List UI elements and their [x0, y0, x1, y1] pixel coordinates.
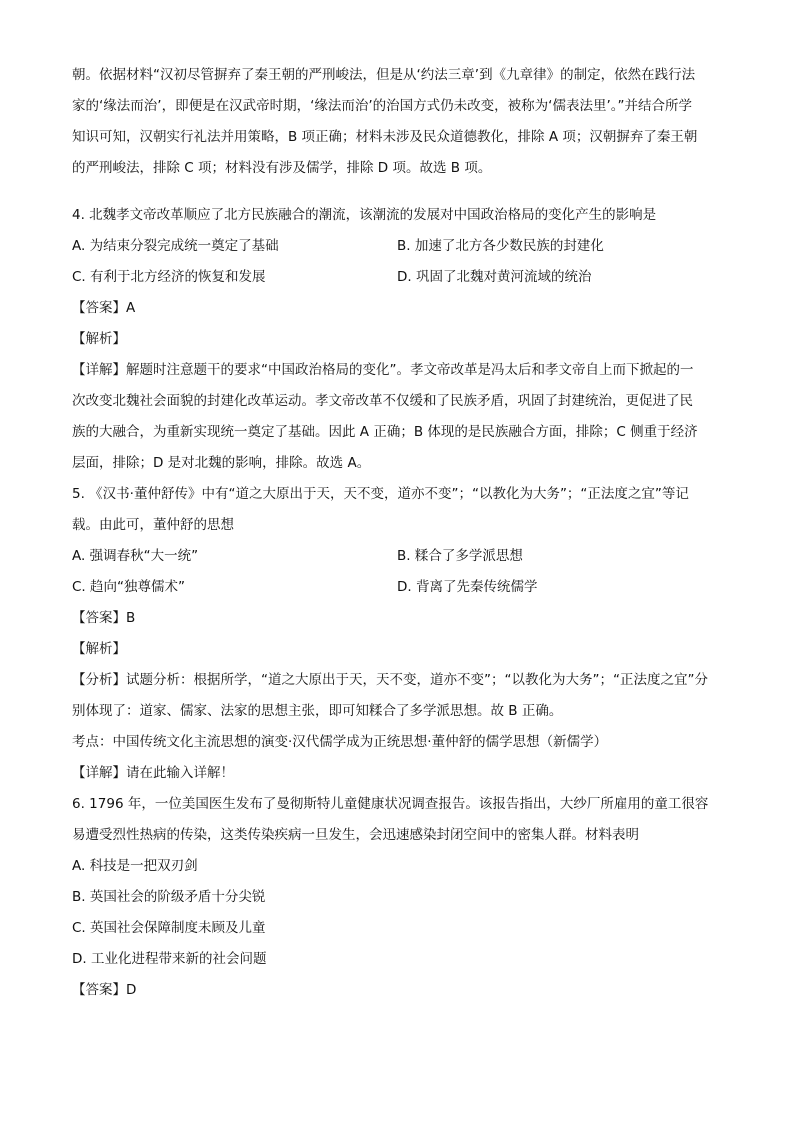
q4-option-b: B. 加速了北方各少数民族的封建化 [397, 238, 604, 254]
q4-analysis-head: 【解析】 [72, 331, 126, 347]
q4-option-a: A. 为结束分裂完成统一奠定了基础 [72, 238, 279, 254]
document-page [72, 60, 722, 1006]
q4-option-d: D. 巩固了北魏对黄河流域的统治 [397, 269, 592, 285]
q4-detail-line-1: 【详解】解题时注意题干的要求“中国政治格局的变化”。孝文帝改革是冯太后和孝文帝自上而下掀起的一 [72, 362, 694, 378]
intro-line-1: 朝。依据材料“汉初尽管摒弃了秦王朝的严刑峻法，但是从‘约法三章’到《九章律》的制定，依然在践行法 [72, 67, 696, 83]
q4-answer: 【答案】A [72, 300, 136, 316]
q6-stem-line-2: 易遭受烈性热病的传染，这类传染疾病一旦发生，会迅速感染封闭空间中的密集人群。材料表明 [72, 827, 639, 843]
q6-answer: 【答案】D [72, 982, 137, 998]
q5-stem-line-2: 载。由此可，董仲舒的思想 [72, 517, 234, 533]
q5-detail: 【详解】请在此输入详解！ [72, 765, 234, 781]
q5-options [72, 541, 722, 603]
intro-line-2: 家的‘缘法而治’，即便是在汉武帝时期，‘缘法而治’的治国方式仍未改变，被称为‘儒表法里’。”并结合所学 [72, 98, 692, 114]
q4-detail-line-4: 层面，排除；D 是对北魏的影响，排除。故选 A。 [72, 455, 371, 471]
q5-kaodian: 考点：中国传统文化主流思想的演变·汉代儒学成为正统思想·董仲舒的儒学思想（新儒学） [72, 734, 608, 750]
q6-option-b: B. 英国社会的阶级矛盾十分尖锐 [72, 889, 266, 905]
q5-option-c: C. 趋向“独尊儒术” [72, 579, 185, 595]
q5-option-a: A. 强调春秋“大一统” [72, 548, 199, 564]
q5-stem-line-1: 5. 《汉书·董仲舒传》中有“道之大原出于天，天不变，道亦不变”；“以教化为大务”；“正法度之宜”等记 [72, 486, 689, 502]
q6-option-c: C. 英国社会保障制度未顾及儿童 [72, 920, 266, 936]
q5-option-b: B. 糅合了多学派思想 [397, 548, 523, 564]
q5-answer: 【答案】B [72, 610, 136, 626]
q5-fenxi-line-2: 别体现了：道家、儒家、法家的思想主张，即可知糅合了多学派思想。故 B 正确。 [72, 703, 563, 719]
q4-options [72, 231, 722, 293]
q5-option-d: D. 背离了先秦传统儒学 [397, 579, 538, 595]
intro-line-4: 的严刑峻法，排除 C 项；材料没有涉及儒学，排除 D 项。故选 B 项。 [72, 160, 492, 176]
q4-detail-line-2: 次改变北魏社会面貌的封建化改革运动。孝文帝改革不仅缓和了民族矛盾，巩固了封建统治，更促进了民 [72, 393, 693, 409]
q5-fenxi-line-1: 【分析】试题分析：根据所学，“道之大原出于天，天不变，道亦不变”；“以教化为大务”；“正法度之宜”分 [72, 672, 708, 688]
q6-option-d: D. 工业化进程带来新的社会问题 [72, 951, 267, 967]
q6-option-a: A. 科技是一把双刃剑 [72, 858, 198, 874]
q4-option-c: C. 有利于北方经济的恢复和发展 [72, 269, 266, 285]
q6-stem-line-1: 6. 1796 年，一位美国医生发布了曼彻斯特儿童健康状况调查报告。该报告指出，大纱厂所雇用的童工很容 [72, 796, 709, 812]
q4-detail-line-3: 族的大融合，为重新实现统一奠定了基础。因此 A 正确；B 体现的是民族融合方面，排除；C 侧重于经济 [72, 424, 698, 440]
q5-analysis-head: 【解析】 [72, 641, 126, 657]
intro-line-3: 知识可知，汉朝实行礼法并用策略，B 项正确；材料未涉及民众道德教化，排除 A 项；汉朝摒弃了秦王朝 [72, 129, 698, 145]
q4-stem: 4. 北魏孝文帝改革顺应了北方民族融合的潮流，该潮流的发展对中国政治格局的变化产生的影响是 [72, 207, 657, 223]
